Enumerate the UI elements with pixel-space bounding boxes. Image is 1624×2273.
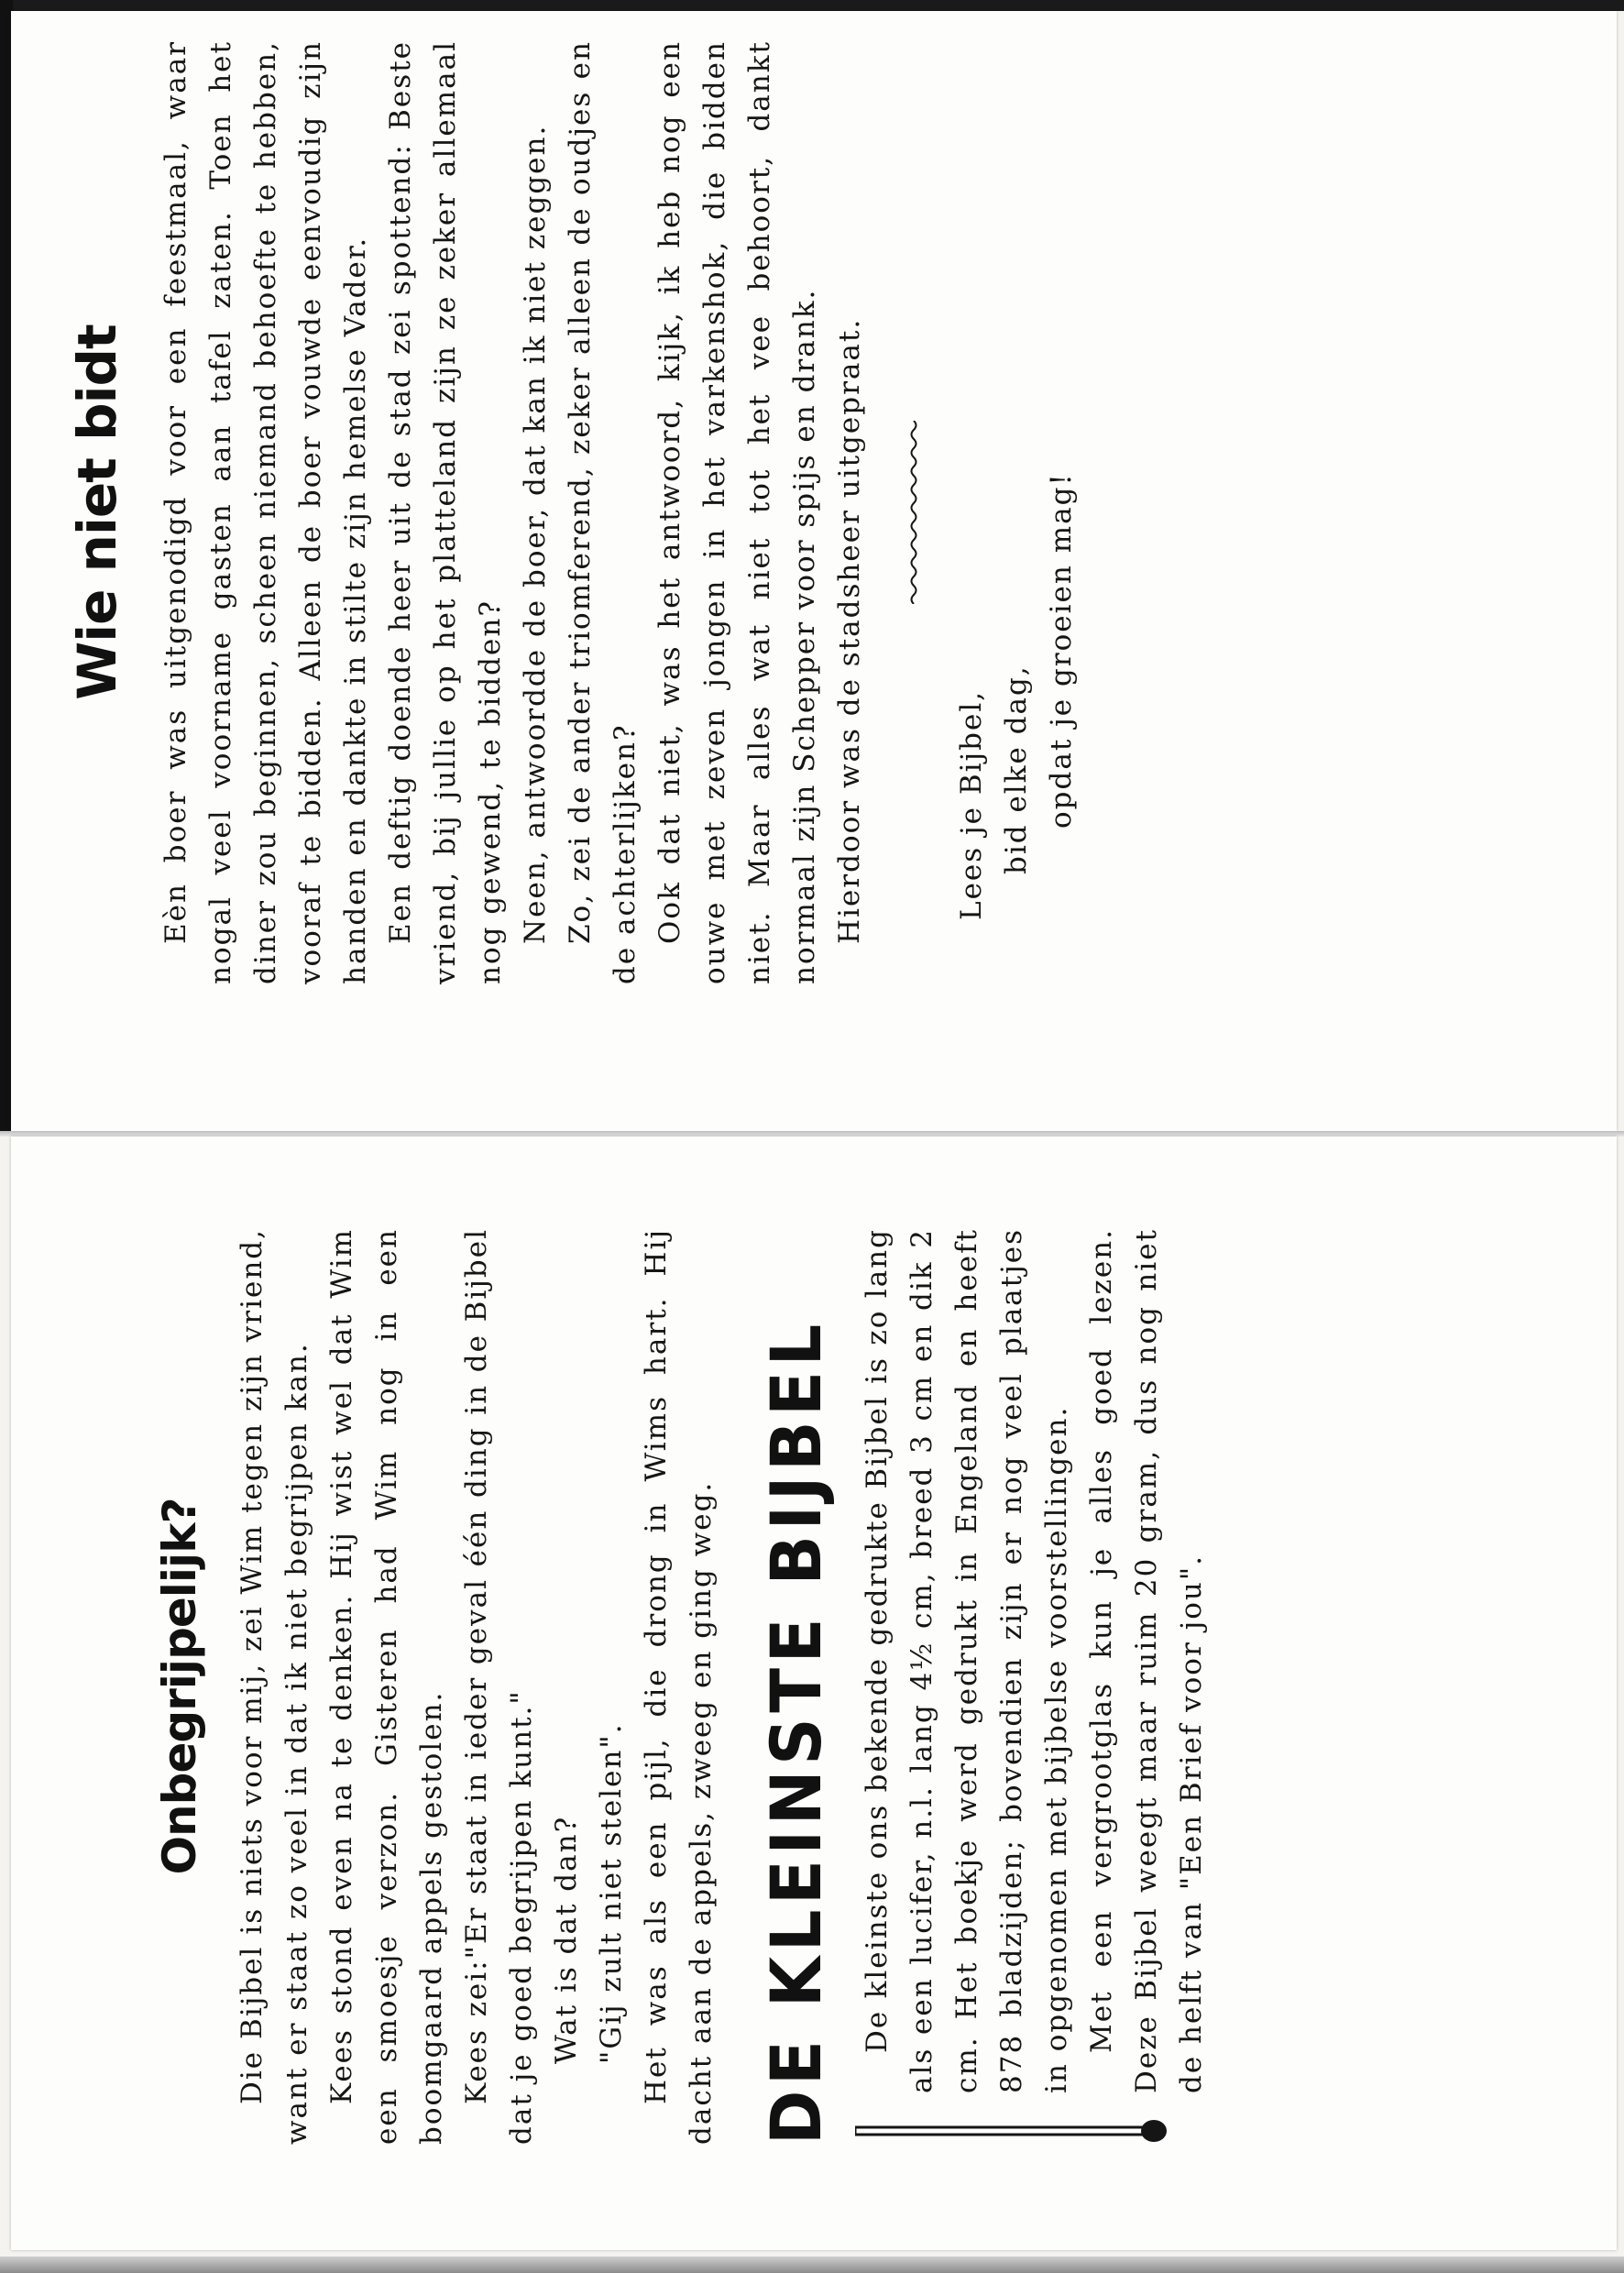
page-wie-niet-bidt [11, 11, 1617, 1131]
paragraph: Kees zei:"Er staat in ieder geval één ding in de Bijbel dat je goed begrijpen kunt." [460, 1228, 538, 2145]
paragraph: Eèn boer was uitgenodigd voor een feestmaal, waar nogal veel voorname gasten aan tafel zaten. Toen het diner zou beginnen, scheen niemand behoefte te hebben, vooraf te bidden. Alleen de boer vouwde eenvoudig zijn handen en dankte in stilte zijn hemelse Vader. [159, 40, 372, 984]
story-title: Onbegrijpelijk? [153, 1498, 206, 1875]
column-onbegrijpelijk [11, 1136, 1617, 2250]
article-body-kleinste-bijbel [855, 1228, 1214, 2145]
paragraph: Neen, antwoordde de boer, dat kan ik niet zeggen. [519, 124, 552, 944]
paragraph: Het was als een pijl, die drong in Wims hart. Hij dacht aan de appels, zweeg en ging weg. [640, 1228, 718, 2145]
poem [949, 40, 1084, 984]
paragraph: Een deftig doende heer uit de stad zei spottend: Beste vriend, bij jullie op het platteland zijn ze zeker allemaal nog gewend, te bidden? [384, 40, 507, 984]
paragraph: Met een vergrootglas kun je alles goed lezen. Deze Bijbel weegt maar ruim 20 gram, dus nog niet de helft van "Een Brief voor jou". [1085, 1228, 1208, 2093]
matchstick-icon [855, 2117, 1167, 2145]
poem-line: opdat je groeien mag! [1045, 472, 1078, 829]
paragraph: Die Bijbel is niets voor mij, zei Wim tegen zijn vriend, want er staat zo veel in dat ik niet begrijpen kan. [236, 1228, 313, 2145]
page-onbegrijpelijk [11, 1136, 1617, 2250]
wavy-line-divider-icon [909, 421, 918, 604]
paragraph: Wat is dat dan? [550, 1815, 583, 2064]
paragraph: De kleinste ons bekende gedrukte Bijbel is zo lang als een lucifer, n.l. lang 4½ cm, breed 3 cm en dik 2 cm. Het boekje werd gedrukt in Engeland en heeft 878 bladzijden; bovendien zijn er nog veel plaatjes in opgenomen met bijbelse voorstellingen. [861, 1228, 1073, 2093]
article-title-kleinste-bijbel: DE KLEINSTE BIJBEL [755, 1319, 837, 2145]
article-title: Wie niet bidt [66, 324, 128, 700]
rotated-content-top [11, 11, 1617, 1131]
paragraph: Ook dat niet, was het antwoord, kijk, ik heb nog een ouwe met zeven jongen in het varkenshok, die bidden niet. Maar alles wat niet tot het vee behoort, dankt normaal zijn Schepper voor spijs en drank. [653, 40, 821, 984]
column-wie-niet-bidt [11, 11, 1617, 1131]
poem-line: bid elke dag, [1000, 664, 1033, 874]
paragraph: Zo, zei de ander triomferend, zeker alleen de oudjes en de achterlijken? [564, 40, 642, 984]
book-top-edge [0, 0, 1624, 11]
story-body [230, 1228, 724, 2145]
paragraph: "Gij zult niet stelen". [595, 1722, 628, 2064]
rotated-content-bottom [11, 1136, 1617, 2250]
poem-line: Lees je Bijbel, [955, 689, 988, 920]
article-body [154, 40, 872, 984]
paragraph: Hierdoor was de stadsheer uitgepraat. [833, 317, 866, 944]
book-bottom-edge [0, 2257, 1624, 2273]
paragraph: Kees stond even na te denken. Hij wist wel dat Wim een smoesje verzon. Gisteren had Wim nog in een boomgaard appels gestolen. [325, 1228, 448, 2145]
